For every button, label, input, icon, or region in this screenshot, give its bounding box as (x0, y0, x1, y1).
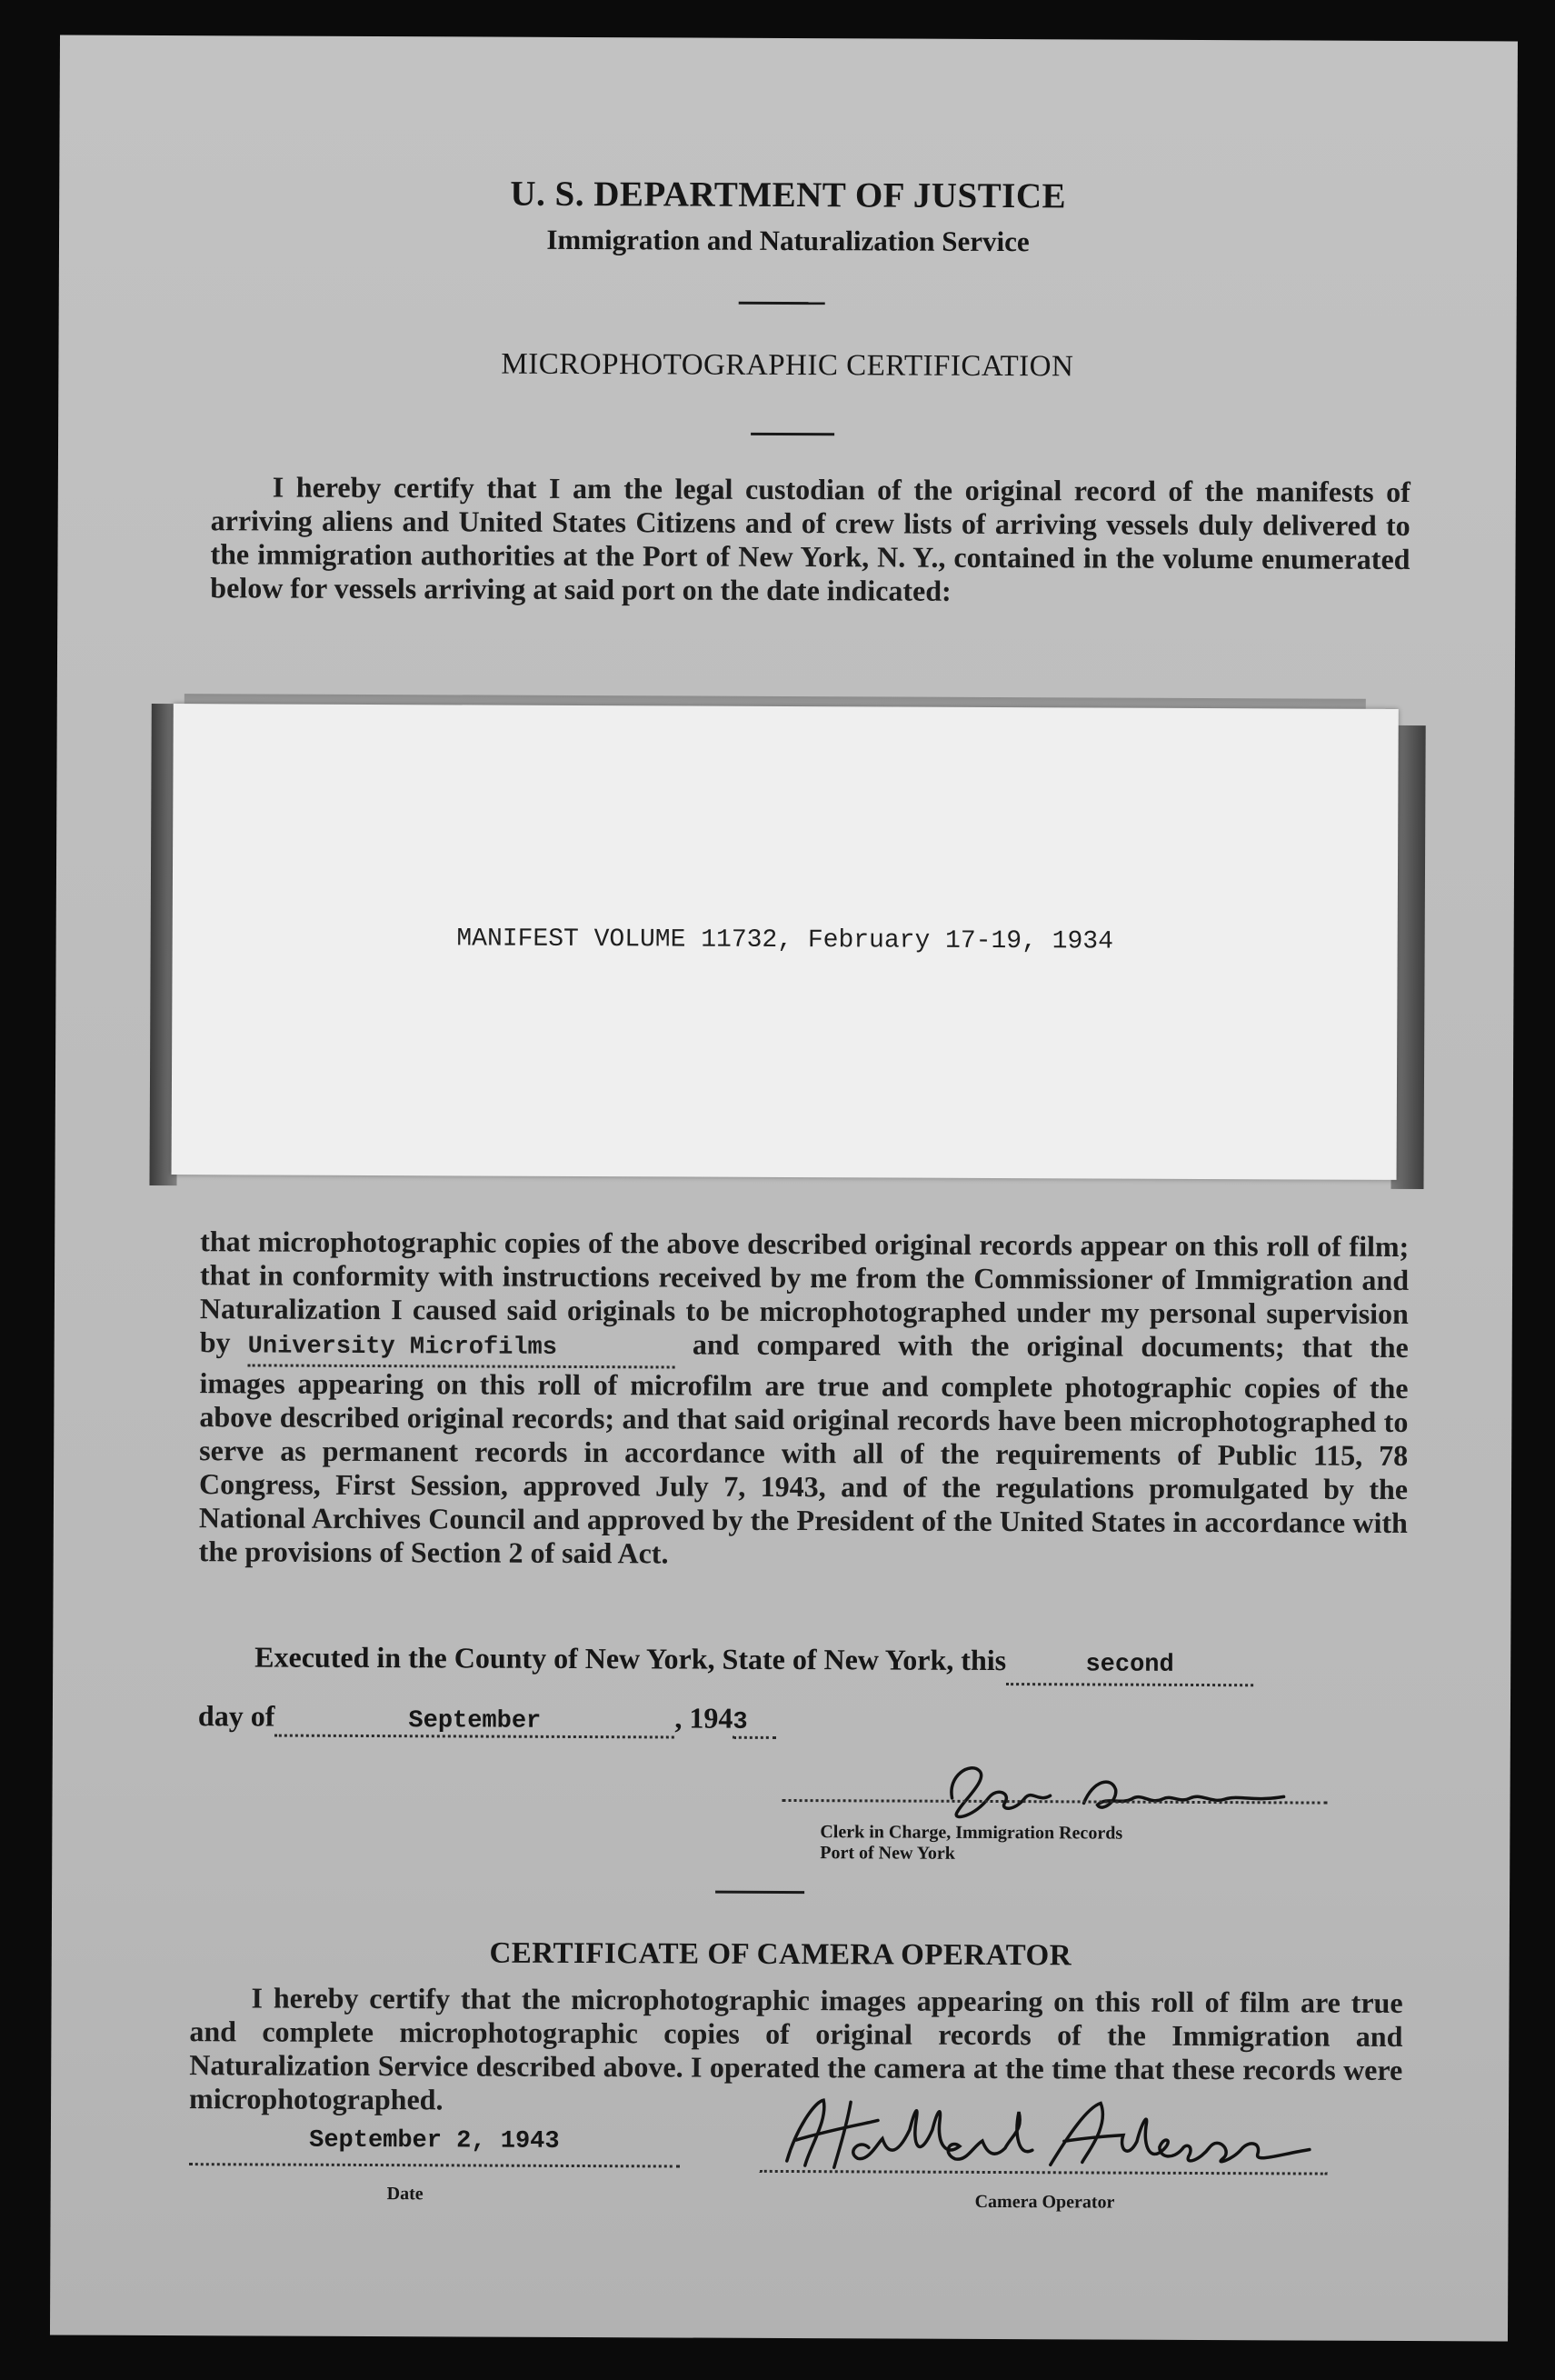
clerk-title-line1: Clerk in Charge, Immigration Records (820, 1822, 1123, 1844)
certification-title: MICROPHOTOGRAPHIC CERTIFICATION (501, 347, 1074, 384)
operator-cert-paragraph: I hereby certify that the microphotographic images appearing on this roll of film are true and complete microphotographic copies of original records of the Immigration and Naturalization Service described above. I operated the camera at the time that these records were microphotographed. (189, 1981, 1403, 2116)
service-subheading: Immigration and Naturalization Service (546, 223, 1030, 258)
certificate-page (50, 35, 1518, 2342)
divider-third (715, 1891, 804, 1894)
custodian-paragraph: I hereby certify that I am the legal custodian of the original record of the manifests of arriving aliens and United States Citizens and of crew lists of arriving vessels duly delivered to the immigration authorities at the Port of New York, N. Y., contained in the volume enumerated below for vessels arriving at said port on the date indicated: (210, 470, 1410, 607)
department-heading: U. S. DEPARTMENT OF JUSTICE (510, 174, 1067, 216)
execution-date-line (198, 1699, 925, 1739)
clerk-title (820, 1822, 1122, 1865)
microfilm-paragraph-part2: and compared with the original documents; that the images appearing on this roll of microfilm are true and complete photographic copies of the above described original records; and that said original records have been microphotographed to serve as permanent records in accordance with all of the requirements of Public 115, 78 Congress, First Session, approved July 7, 1943, and of the regulations promulgated by the National Archives Council and approved by the President of the United States in accordance with the provisions of Section 2 of said Act. (198, 1327, 1409, 1570)
certification-date: September 2, 1943 (309, 2126, 560, 2155)
manifest-volume-card (172, 704, 1399, 1180)
operator-cert-title: CERTIFICATE OF CAMERA OPERATOR (489, 1936, 1072, 1973)
microfilm-paragraph (199, 1225, 1410, 1574)
clerk-signature (924, 1748, 1315, 1832)
divider-top (739, 302, 825, 305)
day-of-label: day of (197, 1699, 275, 1733)
clerk-title-line2: Port of New York (820, 1843, 956, 1864)
manifest-volume-text: MANIFEST VOLUME 11732, February 17-19, 1934 (456, 925, 1113, 956)
divider-second (751, 433, 834, 435)
year-digit: 3 (733, 1709, 776, 1739)
microfilm-paragraph-part1: that microphotographic copies of the above described original records appear on this roll of film; that in conformity with instructions received by me from the Commissioner of Immigration and Naturalization I caused said originals to be microphotographed under my personal supervision by (199, 1225, 1410, 1359)
operator-label: Camera Operator (974, 2191, 1115, 2213)
execution-day: second (1006, 1646, 1253, 1686)
date-label: Date (386, 2184, 424, 2205)
photographer-name: University Microfilms (248, 1330, 675, 1368)
execution-prefix: Executed in the County of New York, State of New York, this (254, 1640, 1007, 1677)
execution-month: September (274, 1707, 674, 1739)
year-prefix: , 194 (674, 1701, 733, 1735)
date-line (189, 2163, 680, 2167)
execution-line (198, 1638, 1407, 1687)
